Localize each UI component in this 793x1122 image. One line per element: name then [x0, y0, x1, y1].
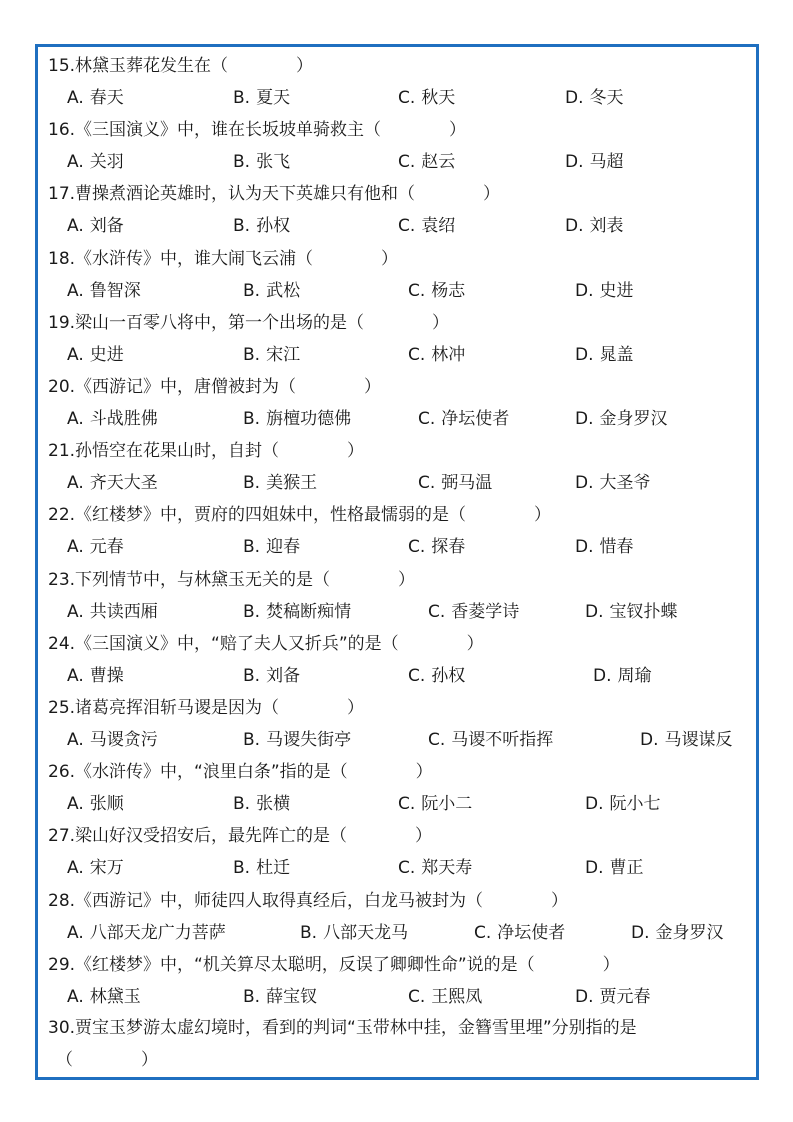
- option-text: 林冲: [431, 344, 466, 365]
- option-letter: D.: [640, 730, 659, 750]
- answer-option-a[interactable]: [67, 404, 158, 434]
- question-stem: 22.《红楼梦》中，贾府的四姐妹中，性格最懦弱的是（ ）: [48, 505, 552, 526]
- option-text: 美猴王: [266, 473, 318, 494]
- answer-option-d[interactable]: [585, 597, 678, 627]
- option-letter: D.: [631, 922, 650, 943]
- question-stem: 16.《三国演义》中，谁在长坂坡单骑救主（ ）: [48, 120, 467, 141]
- answer-option-a[interactable]: [67, 597, 158, 627]
- option-letter: B.: [233, 216, 251, 237]
- answer-option-a[interactable]: [67, 147, 124, 177]
- answer-option-b[interactable]: [243, 661, 300, 691]
- option-letter: C.: [408, 344, 426, 365]
- answer-option-b[interactable]: [243, 532, 300, 562]
- answer-option-c[interactable]: [408, 982, 482, 1012]
- option-letter: A.: [67, 473, 84, 494]
- option-text: 春天: [89, 88, 124, 108]
- answer-option-a[interactable]: [67, 918, 226, 948]
- option-text: 齐天大圣: [89, 473, 158, 494]
- answer-option-c[interactable]: [398, 853, 472, 883]
- answer-option-b[interactable]: [243, 982, 317, 1012]
- option-letter: A.: [67, 216, 84, 237]
- option-letter: A.: [67, 88, 84, 108]
- answer-option-a[interactable]: [67, 276, 141, 306]
- option-text: 张顺: [89, 794, 124, 815]
- option-text: 宋万: [89, 858, 124, 879]
- option-letter: B.: [243, 665, 261, 686]
- option-letter: C.: [398, 216, 416, 237]
- option-text: 史进: [599, 280, 634, 301]
- option-text: 鲁智深: [89, 280, 141, 301]
- option-letter: A.: [67, 858, 84, 879]
- answer-option-b[interactable]: [243, 725, 351, 755]
- answer-option-c[interactable]: [398, 211, 455, 241]
- option-text: 袁绍: [421, 216, 456, 237]
- option-letter: C.: [398, 794, 416, 815]
- option-letter: C.: [474, 922, 492, 943]
- option-letter: A.: [67, 409, 84, 429]
- answer-option-d[interactable]: [575, 468, 651, 498]
- option-text: 武松: [266, 280, 301, 301]
- answer-option-b[interactable]: [243, 597, 351, 627]
- question-stem: 19.梁山一百零八将中，第一个出场的是（ ）: [48, 312, 450, 333]
- option-letter: D.: [575, 537, 594, 558]
- option-text: 净坛使者: [441, 409, 510, 429]
- answer-option-d[interactable]: [565, 83, 624, 113]
- answer-option-b[interactable]: [233, 789, 290, 819]
- answer-option-b[interactable]: [233, 853, 290, 883]
- answer-option-a[interactable]: [67, 661, 124, 691]
- option-text: 杨志: [431, 280, 466, 301]
- option-text: 旃檀功德佛: [266, 409, 352, 429]
- option-text: 元春: [89, 537, 124, 558]
- option-letter: C.: [428, 730, 446, 750]
- answer-option-b[interactable]: [243, 404, 351, 434]
- option-letter: D.: [565, 152, 584, 173]
- option-letter: D.: [585, 794, 604, 815]
- question-stem: 29.《红楼梦》中，“机关算尽太聪明，反误了卿卿性命”说的是（ ）: [48, 954, 620, 975]
- answer-option-c[interactable]: [408, 276, 465, 306]
- answer-option-c[interactable]: [474, 918, 565, 948]
- option-text: 金身罗汉: [655, 922, 724, 943]
- answer-option-b[interactable]: [243, 340, 300, 370]
- question-stem: 24.《三国演义》中，“赔了夫人又折兵”的是（ ）: [48, 633, 484, 654]
- option-text: 张飞: [256, 152, 291, 173]
- option-letter: C.: [408, 537, 426, 558]
- option-text: 曹正: [609, 858, 644, 879]
- question-stem: 21.孙悟空在花果山时，自封（ ）: [48, 441, 365, 462]
- answer-option-d[interactable]: [640, 725, 733, 755]
- answer-option-b[interactable]: [233, 83, 290, 113]
- option-letter: A.: [67, 922, 84, 943]
- option-letter: C.: [398, 88, 416, 108]
- answer-option-c[interactable]: [398, 147, 455, 177]
- answer-option-c[interactable]: [428, 597, 519, 627]
- option-text: 大圣爷: [599, 473, 651, 494]
- option-letter: B.: [233, 152, 251, 173]
- option-text: 马谡不听指挥: [451, 730, 554, 750]
- option-text: 马谡失街亭: [266, 730, 352, 750]
- question-stem: 27.梁山好汉受招安后，最先阵亡的是（ ）: [48, 826, 433, 847]
- option-letter: A.: [67, 537, 84, 558]
- option-text: 惜春: [599, 537, 634, 558]
- option-letter: D.: [575, 280, 594, 301]
- option-letter: B.: [233, 88, 251, 108]
- option-text: 薛宝钗: [266, 986, 318, 1007]
- option-letter: D.: [565, 216, 584, 237]
- answer-option-d[interactable]: [575, 404, 668, 434]
- option-letter: B.: [300, 922, 318, 943]
- option-letter: D.: [575, 344, 594, 365]
- option-text: 弼马温: [441, 473, 493, 494]
- option-text: 迎春: [266, 537, 301, 558]
- option-text: 冬天: [589, 88, 624, 108]
- answer-option-b[interactable]: [243, 276, 300, 306]
- option-text: 刘备: [266, 665, 301, 686]
- option-text: 张横: [256, 794, 291, 815]
- answer-option-c[interactable]: [398, 789, 472, 819]
- option-letter: D.: [575, 986, 594, 1007]
- option-letter: A.: [67, 986, 84, 1007]
- answer-option-a[interactable]: [67, 211, 124, 241]
- question-stem: 25.诸葛亮挥泪斩马谡是因为（ ）: [48, 698, 365, 718]
- question-stem: 20.《西游记》中，唐僧被封为（ ）: [48, 377, 382, 397]
- option-text: 焚稿断痴情: [266, 601, 352, 622]
- answer-option-c[interactable]: [428, 725, 553, 755]
- answer-option-d[interactable]: [631, 918, 724, 948]
- option-text: 夏天: [256, 88, 291, 108]
- option-letter: A.: [67, 665, 84, 686]
- answer-option-c[interactable]: [398, 83, 455, 113]
- option-letter: B.: [233, 858, 251, 879]
- option-letter: D.: [593, 665, 612, 686]
- option-text: 秋天: [421, 88, 456, 108]
- question-stem: 26.《水浒传》中，“浪里白条”指的是（ ）: [48, 762, 433, 783]
- answer-option-a[interactable]: [67, 725, 158, 755]
- option-text: 林黛玉: [89, 986, 141, 1007]
- answer-option-c[interactable]: [408, 532, 465, 562]
- answer-option-c[interactable]: [418, 404, 509, 434]
- option-letter: C.: [428, 601, 446, 622]
- option-text: 净坛使者: [497, 922, 566, 943]
- answer-option-b[interactable]: [233, 147, 290, 177]
- question-stem: 15.林黛玉葬花发生在（ ）: [48, 56, 314, 76]
- option-text: 关羽: [89, 152, 124, 173]
- option-text: 周瑜: [617, 665, 652, 686]
- option-letter: D.: [565, 88, 584, 108]
- option-letter: A.: [67, 730, 84, 750]
- answer-option-a[interactable]: [67, 789, 124, 819]
- option-text: 贾元春: [599, 986, 651, 1007]
- option-letter: D.: [585, 858, 604, 879]
- option-letter: B.: [243, 473, 261, 494]
- option-letter: B.: [243, 730, 261, 750]
- answer-option-d[interactable]: [565, 211, 624, 241]
- option-text: 宋江: [266, 344, 301, 365]
- question-stem: 23.下列情节中，与林黛玉无关的是（ ）: [48, 569, 416, 590]
- option-letter: D.: [575, 409, 594, 429]
- question-stem: 28.《西游记》中，师徒四人取得真经后，白龙马被封为（ ）: [48, 890, 569, 911]
- option-text: 八部天龙广力菩萨: [89, 922, 226, 943]
- question-30-stem: 30.贾宝玉梦游太虚幻境时，看到的判词“玉带林中挂，金簪雪里埋”分别指的是: [48, 1018, 637, 1038]
- answer-option-d[interactable]: [585, 789, 661, 819]
- option-text: 孙权: [431, 665, 466, 686]
- option-letter: A.: [67, 794, 84, 815]
- option-text: 郑天寿: [421, 858, 473, 879]
- option-letter: C.: [408, 986, 426, 1007]
- option-letter: A.: [67, 344, 84, 365]
- answer-option-b[interactable]: [300, 918, 408, 948]
- option-text: 曹操: [89, 665, 124, 686]
- option-letter: D.: [575, 473, 594, 494]
- option-letter: C.: [418, 409, 436, 429]
- option-text: 阮小七: [609, 794, 661, 815]
- answer-option-d[interactable]: [593, 661, 652, 691]
- answer-option-b[interactable]: [233, 211, 290, 241]
- answer-option-d[interactable]: [575, 532, 634, 562]
- option-text: 王熙凤: [431, 986, 483, 1007]
- option-letter: A.: [67, 601, 84, 622]
- option-text: 八部天龙马: [323, 922, 409, 943]
- option-text: 晁盖: [599, 344, 634, 365]
- answer-option-a[interactable]: [67, 340, 124, 370]
- question-stem: 18.《水浒传》中，谁大闹飞云浦（ ）: [48, 248, 399, 269]
- answer-option-a[interactable]: [67, 468, 158, 498]
- option-letter: C.: [398, 858, 416, 879]
- option-text: 金身罗汉: [599, 409, 668, 429]
- option-letter: B.: [243, 986, 261, 1007]
- option-letter: A.: [67, 152, 84, 173]
- option-letter: D.: [585, 601, 604, 622]
- option-text: 刘备: [89, 216, 124, 237]
- option-letter: B.: [233, 794, 251, 815]
- option-letter: B.: [243, 537, 261, 558]
- option-letter: C.: [418, 473, 436, 494]
- answer-option-d[interactable]: [575, 340, 634, 370]
- answer-option-a[interactable]: [67, 853, 124, 883]
- answer-option-a[interactable]: [67, 532, 124, 562]
- option-letter: C.: [398, 152, 416, 173]
- option-letter: B.: [243, 280, 261, 301]
- option-text: 史进: [89, 344, 124, 365]
- option-letter: A.: [67, 280, 84, 301]
- option-text: 杜迁: [256, 858, 291, 879]
- option-letter: C.: [408, 665, 426, 686]
- answer-option-d[interactable]: [575, 276, 634, 306]
- answer-option-c[interactable]: [418, 468, 492, 498]
- answer-option-c[interactable]: [408, 661, 465, 691]
- option-text: 马谡贪污: [89, 730, 158, 750]
- option-text: 香菱学诗: [451, 601, 520, 622]
- answer-option-c[interactable]: [408, 340, 465, 370]
- question-30-blank: （ ）: [56, 1050, 158, 1070]
- answer-option-d[interactable]: [565, 147, 624, 177]
- option-text: 阮小二: [421, 794, 473, 815]
- option-text: 马超: [589, 152, 624, 173]
- answer-option-a[interactable]: [67, 83, 124, 113]
- option-text: 斗战胜佛: [89, 409, 158, 429]
- option-text: 宝钗扑蝶: [609, 601, 678, 622]
- answer-option-a[interactable]: [67, 982, 141, 1012]
- option-letter: B.: [243, 601, 261, 622]
- option-letter: C.: [408, 280, 426, 301]
- answer-option-d[interactable]: [575, 982, 651, 1012]
- option-text: 刘表: [589, 216, 624, 237]
- option-text: 探春: [431, 537, 466, 558]
- option-text: 马谡谋反: [664, 730, 733, 750]
- option-text: 孙权: [256, 216, 291, 237]
- option-text: 共读西厢: [89, 601, 158, 622]
- question-stem: 17.曹操煮酒论英雄时，认为天下英雄只有他和（ ）: [48, 184, 501, 205]
- answer-option-b[interactable]: [243, 468, 317, 498]
- answer-option-d[interactable]: [585, 853, 644, 883]
- option-letter: B.: [243, 344, 261, 365]
- option-letter: B.: [243, 409, 261, 429]
- option-text: 赵云: [421, 152, 456, 173]
